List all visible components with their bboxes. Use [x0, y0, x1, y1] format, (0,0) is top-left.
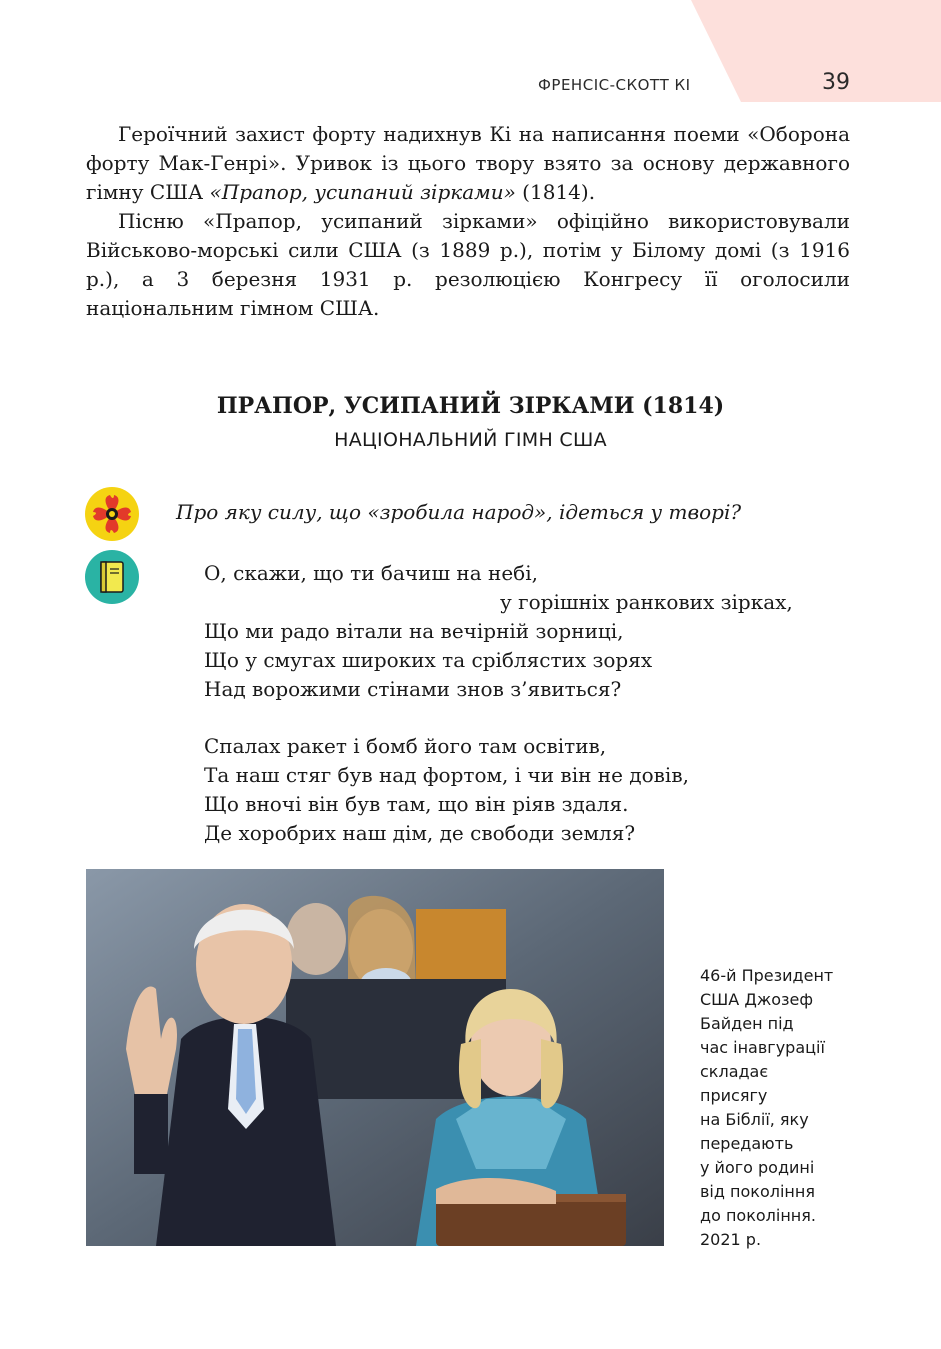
poem-line: Спалах ракет і бомб його там освітив, [204, 734, 607, 758]
poem-stanza-1 [204, 559, 854, 704]
caption-line: у його родині [700, 1158, 815, 1177]
caption-line: США Джозеф [700, 990, 814, 1009]
flower-question-icon [85, 487, 139, 541]
question-text: Про яку силу, що «зробила народ», ідеться у творі? [176, 500, 742, 524]
running-title: ФРЕНСІС-СКОТТ КІ [538, 76, 691, 94]
poem-line: Над ворожими стінами знов з’явиться? [204, 677, 622, 701]
caption-line: 2021 р. [700, 1230, 762, 1249]
caption-line: Байден під [700, 1014, 794, 1033]
caption-line: 46-й Президент [700, 966, 834, 985]
caption-line: до покоління. [700, 1206, 816, 1225]
intro-paragraph-2: Пісню «Прапор, усипаний зірками» офіційно використовували Військово-морські сили США (з 1889 р.), потім у Білому домі (з 1916 р.), а 3 березня 1931 р. резолюцією Конгресу її оголосили національним гімном США. [86, 209, 850, 320]
poem-line: у горішніх ранкових зірках, [500, 590, 793, 614]
poem-line: Що вночі він був там, що він ріяв здаля. [204, 792, 629, 816]
poem-line: Що ми радо вітали на вечірній зорниці, [204, 619, 624, 643]
poem-title: ПРАПОР, УСИПАНИЙ ЗІРКАМИ (1814) [216, 393, 725, 419]
inauguration-photo [86, 869, 664, 1246]
intro-paragraph-1: Героїчний захист форту надихнув Кі на написання поеми «Оборона форту Мак-Генрі». Уривок із цього твору взято за основу державного гімну США «Прапор, усипаний зірками» (1814). [86, 122, 850, 204]
photo-caption [700, 964, 860, 1252]
poem-line: О, скажи, що ти бачиш на небі, [204, 561, 538, 585]
page-number: 39 [822, 70, 850, 95]
caption-line: складає [700, 1062, 769, 1081]
intro-text [86, 120, 850, 323]
book-icon [85, 550, 139, 604]
poem-line: Що у смугах широких та сріблястих зорях [204, 648, 653, 672]
poem-stanza-2 [204, 732, 854, 848]
poem-subtitle: НАЦІОНАЛЬНИЙ ГІМН США [334, 429, 607, 451]
caption-line: присягу [700, 1086, 768, 1105]
caption-line: на Біблії, яку [700, 1110, 809, 1129]
caption-line: час інавгурації [700, 1038, 825, 1057]
poem-line: Де хоробрих наш дім, де свободи земля? [204, 821, 636, 845]
caption-line: передають [700, 1134, 794, 1153]
poem-line: Та наш стяг був над фортом, і чи він не довів, [204, 763, 689, 787]
page-corner-decoration [691, 0, 941, 102]
caption-line: від покоління [700, 1182, 815, 1201]
